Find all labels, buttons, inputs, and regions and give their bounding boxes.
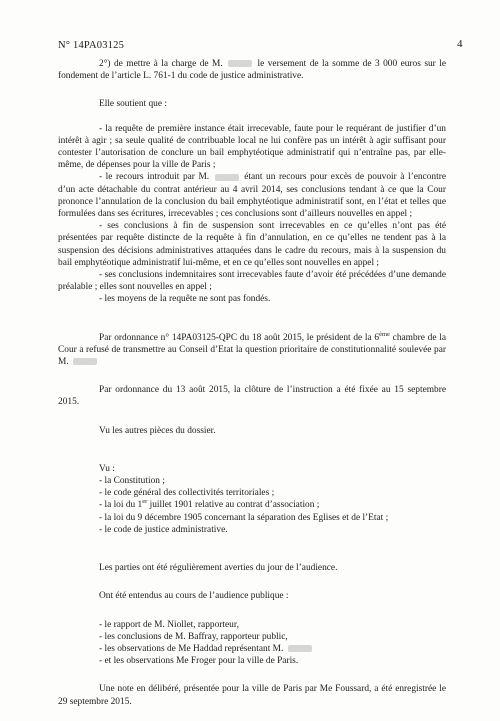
argument-moyens: - les moyens de la requête ne sont pas fondés. xyxy=(99,294,271,305)
list-item: - le code général des collectivités territoriales ; xyxy=(99,488,275,499)
paragraph-autres-pieces: Vu les autres pièces du dossier. xyxy=(99,425,216,436)
list-item: - la Constitution ; xyxy=(99,476,165,487)
paragraph-parties-averties: Les parties ont été régulièrement averties du jour de l’audience. xyxy=(99,563,338,574)
list-item: - le code de justice administrative. xyxy=(99,524,228,535)
paragraph-cloture: Par ordonnance du 13 août 2015, la clôture de l’instruction a été fixée au 15 septembre 2015. xyxy=(58,385,446,408)
redacted-name xyxy=(215,174,239,181)
list-item: - les conclusions de M. Baffray, rapporteur public, xyxy=(99,631,288,642)
argument-irrecevable: - la requête de première instance était irrecevable, faute pour le requérant de justifier d’un intérêt à agir ; sa seule qualité de contribuable local ne lui confère pas un intérêt à agir suffisant pour contester l’autorisation de conclure un bail emphytéotique administratif qui n’entraîne pas, par elle-même, de dépenses pour la ville de Paris ; xyxy=(58,123,446,171)
page-number: 4 xyxy=(457,38,463,50)
list-item: - et les observations Me Froger pour la ville de Paris. xyxy=(99,656,299,667)
vu-list xyxy=(58,475,446,536)
argument-suspension: - ses conclusions à fin de suspension sont irrecevables en ce qu’elles n’ont pas été présentées par requête distincte de la requête à fin d’annulation, en ce qu’elles ne tendent pas à la suspension des décisions administratives attaquées dans le cadre du recours, mais à la suspension du bail emphytéotique administratif lui-même, et en ce qu’elles sont nouvelles en appel ; xyxy=(58,221,446,268)
list-item: - la loi du 9 décembre 1905 concernant la séparation des Eglises et de l’Etat ; xyxy=(99,512,389,523)
list-item: - la loi du 1er juillet 1901 relative au contrat d’association ; xyxy=(99,498,320,511)
paragraph-note-deliberee: Une note en délibéré, présentée pour la ville de Paris par Me Foussard, a été enregistrée le 29 septembre 2015. xyxy=(58,684,446,707)
list-item: - les observations de Me Haddad représentant M. xyxy=(58,643,446,655)
paragraph-elle-soutient: Elle soutient que : xyxy=(99,99,167,110)
paragraph-entendus: Ont été entendus au cours de l’audience publique : xyxy=(99,591,289,602)
paragraph-vu: Vu : xyxy=(99,463,115,474)
argument-recours: - le recours introduit par M. étant un recours pour excès de pouvoir à l’encontre d’un acte détachable du contrat antérieur au 4 avril 2014, ses conclusions tendant à ce que la Cour prononce l’annulation de la conclusion du bail emphytéotique administratif sont, en l’état et telles que formulées dans ses écritures, irrecevables ; ces conclusions sont d’ailleurs nouvelles en appel ; xyxy=(58,172,446,220)
document-body xyxy=(58,58,446,708)
redacted-name xyxy=(228,60,252,67)
redacted-name xyxy=(73,358,97,365)
paragraph-request-costs: 2°) de mettre à la charge de M. le versement de la somme de 3 000 euros sur le fondement de l’article L. 761-1 du code de justice administrative. xyxy=(58,59,446,82)
redacted-name xyxy=(288,645,312,652)
argument-indemnitaires: - ses conclusions indemnitaires sont irrecevables faute d’avoir été précédées d’une demande préalable ; elles sont nouvelles en appel ; xyxy=(58,270,446,293)
audience-list xyxy=(58,619,446,668)
list-item: - le rapport de M. Niollet, rapporteur, xyxy=(99,619,239,630)
paragraph-ordonnance-qpc: Par ordonnance n° 14PA03125-QPC du 18 août 2015, le président de la 6ème chambre de la Cour a refusé de transmettre au Conseil d’Etat la question prioritaire de constitutionnalité soulevée par M. xyxy=(58,330,447,368)
case-reference: N° 14PA03125 xyxy=(58,40,125,51)
